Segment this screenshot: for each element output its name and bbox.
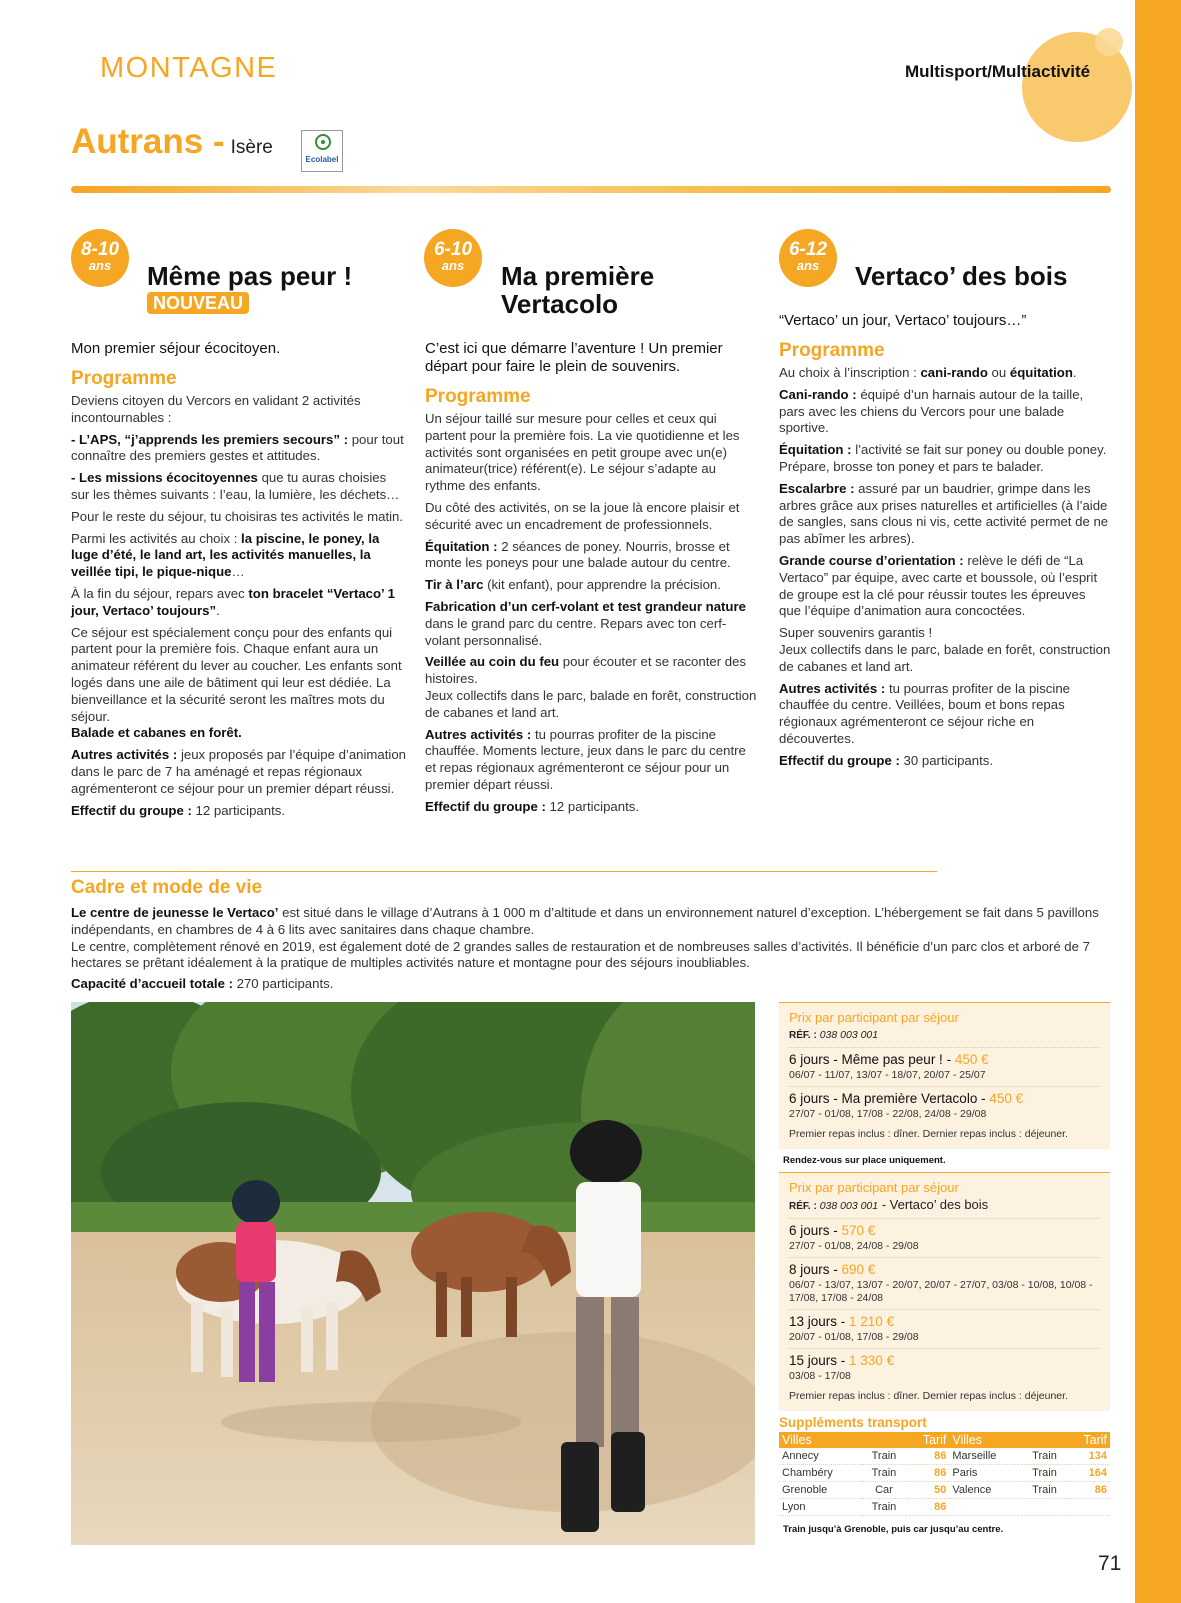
cadre-text (71, 905, 1106, 997)
stay-column-2 (425, 340, 757, 821)
age-range: 8-10 (80, 239, 120, 260)
ecolabel-logo (301, 130, 343, 172)
table-row: Annecy Train 86 Marseille Train 134 (779, 1448, 1110, 1465)
age-range: 6-12 (788, 239, 828, 260)
price-item: 15 jours - 1 330 € 03/08 - 17/08 (789, 1348, 1100, 1387)
paragraph: Veillée au coin du feu pour écouter et se raconter des histoires. Jeux collectifs dans le parc, balade en forêt, construction de cabanes et land art. (425, 654, 757, 720)
price-item: 8 jours - 690 € 06/07 - 13/07, 13/07 - 20/07, 20/07 - 27/07, 03/08 - 10/08, 10/08 - 17/08, 17/08 - 24/08 (789, 1257, 1100, 1309)
paragraph: Effectif du groupe : 12 participants. (425, 798, 639, 814)
price-box-1 (779, 1002, 1110, 1149)
stay-column-1 (71, 340, 406, 824)
price-ref: RÉF. : 038 003 001 - Vertaco’ des bois (789, 1197, 989, 1212)
transport-table (779, 1432, 1110, 1516)
paragraph: - Les missions écocitoyennes que tu auras choisies sur les thèmes suivants : l’eau, la lumière, les déchets… (71, 470, 400, 502)
price-panel (779, 1002, 1110, 1535)
cadre-heading: Cadre et mode de vie (71, 877, 263, 898)
programme-heading: Programme (779, 340, 885, 361)
paragraph: Fabrication d’un cerf-volant et test grandeur nature dans le grand parc du centre. Repars avec ton cerf-volant personnalisé. (425, 598, 746, 648)
children-ponies-photo (71, 1002, 755, 1545)
price-header: Prix par participant par séjour (789, 1010, 959, 1025)
decor-bubble (1095, 28, 1123, 56)
programme-heading: Programme (71, 368, 177, 389)
transport-note: Train jusqu’à Grenoble, puis car jusqu’au centre. (783, 1524, 1004, 1535)
paragraph: Effectif du groupe : 30 participants. (779, 752, 993, 768)
paragraph: Capacité d’accueil totale : 270 participants. (71, 976, 334, 992)
table-row: Chambéry Train 86 Paris Train 164 (779, 1465, 1110, 1482)
paragraph: Grande course d’orientation : relève le défi de “La Vertaco” par équipe, avec carte et boussole, où l’esprit de groupe est la clé pour réussir toutes les épreuves que l’équipe d’animation aura concoctées. (779, 552, 1098, 619)
paragraph: Ce séjour est spécialement conçu pour des enfants qui partent pour la première fois. Chaque enfant aura un animateur référent du lever au coucher. Les enfants sont logés dans une aile de bâtiment qui leur est dédiée. La bienveillance et la sécurité seront les maîtres mots du séjour. Balade et cabanes en forêt. (71, 624, 402, 741)
price-box-2 (779, 1172, 1110, 1411)
paragraph: Un séjour taillé sur mesure pour celles et ceux qui partent pour la première fois. La vie quotidienne et les activités sont organisées en petit groupe avec un(e) animateur(trice) référent(e). Le séjour s’adapte au rythme des enfants. (425, 411, 740, 494)
title-divider (71, 186, 1111, 193)
paragraph: Deviens citoyen du Vercors en validant 2 activités incontournables : (71, 393, 361, 425)
transport-heading: Suppléments transport (779, 1415, 927, 1430)
new-badge: NOUVEAU (147, 292, 249, 314)
price-item: 6 jours - 570 € 27/07 - 01/08, 24/08 - 29/08 (789, 1218, 1100, 1257)
price-ref: RÉF. : 038 003 001 (789, 1029, 879, 1041)
meal-note: Premier repas inclus : dîner. Dernier repas inclus : déjeuner. (789, 1128, 1068, 1140)
age-range: 6-10 (433, 239, 473, 260)
age-unit: ans (88, 258, 112, 273)
paragraph: - L’APS, “j’apprends les premiers secours” : pour tout connaître des premiers gestes et attitudes. (71, 431, 404, 464)
paragraph: Effectif du groupe : 12 participants. (71, 802, 285, 818)
paragraph: À la fin du séjour, repars avec ton bracelet “Vertaco’ 1 jour, Vertaco’ toujours”. (71, 585, 395, 618)
price-item: 13 jours - 1 210 € 20/07 - 01/08, 17/08 - 29/08 (789, 1309, 1100, 1348)
programme-heading: Programme (425, 386, 531, 407)
side-color-bar (1135, 0, 1181, 1603)
age-badge (424, 229, 482, 287)
paragraph: Autres activités : tu pourras profiter de la piscine chauffée du centre. Veillées, boum et bons repas régionaux agrémenteront ce séjour riche en découvertes. (779, 680, 1071, 746)
age-badge (779, 229, 837, 287)
paragraph: Cani-rando : équipé d’un harnais autour de la taille, pars avec les chiens du Vercors pour une balade sportive. (779, 386, 1084, 436)
paragraph: Autres activités : jeux proposés par l’équipe d’animation dans le parc de 7 ha aménagé et repas régionaux agrémenteront ce séjour pour un premier départ réussi. (71, 747, 407, 796)
paragraph: Escalarbre : assuré par un baudrier, grimpe dans les arbres grâce aux prises naturelles et artificielles (à l’aide de sangles, sans clous ni vis, cette activité permet de ne pas abîmer les arbres). (779, 480, 1109, 547)
page-title (71, 122, 273, 162)
stay-column-3 (779, 312, 1111, 775)
title-main: Autrans - (71, 122, 225, 161)
age-unit: ans (796, 258, 820, 273)
stay-intro: “Vertaco’ un jour, Vertaco’ toujours…” (779, 312, 1027, 329)
ecolabel-flower-icon (315, 134, 331, 150)
section-label: MONTAGNE (100, 52, 278, 84)
paragraph: Du côté des activités, on se la joue là encore plaisir et sécurité avec un encadrement de professionnels. (425, 499, 740, 532)
stay-title: Vertaco’ des bois (855, 261, 1068, 291)
paragraph: Autres activités : tu pourras profiter de la piscine chauffée. Moments lecture, jeux dans le parc du centre et repas régionaux agrémenteront ce séjour pour un premier départ réussi. (425, 726, 746, 792)
paragraph: Le centre de jeunesse le Vertaco’ est situé dans le village d’Autrans à 1 000 m d’altitude et dans un environnement naturel d’exception. L’hébergement se fait dans 5 pavillons indépendants, en chambres de 4 à 6 lits avec sanitaires dans chaque chambre. Le centre, complètement rénové en 2019, est également doté de 2 grandes salles de restauration et de nombreuses salles d’activités. Il bénéficie d’un parc clos et arboré de 7 hectares se prêtant idéalement à la pratique de multiples activités nature et montagne pour des séjours inoubliables. (71, 905, 1099, 971)
rdv-note: Rendez-vous sur place uniquement. (783, 1155, 946, 1166)
paragraph: Parmi les activités au choix : la piscine, le poney, la luge d’été, le land art, les activités manuelles, la veillée tipi, le pique-nique… (71, 530, 380, 580)
paragraph: Pour le reste du séjour, tu choisiras tes activités le matin. (71, 508, 404, 524)
paragraph: Tir à l’arc (kit enfant), pour apprendre la précision. (425, 577, 721, 593)
table-header: Villes Tarif Villes Tarif (779, 1432, 1110, 1448)
page-number: 71 (1098, 1552, 1122, 1575)
paragraph: Équitation : 2 séances de poney. Nourris, brosse et monte les poneys pour une balade autour du centre. (425, 538, 731, 571)
age-badge (71, 229, 129, 287)
decor-bubble (1140, 72, 1152, 84)
stay-intro: Mon premier séjour écocitoyen. (71, 340, 281, 357)
stay-title: Même pas peur ! (147, 261, 353, 291)
meal-note: Premier repas inclus : dîner. Dernier repas inclus : déjeuner. (789, 1390, 1068, 1402)
age-unit: ans (441, 258, 465, 273)
price-header: Prix par participant par séjour (789, 1180, 959, 1195)
price-item: 6 jours - Même pas peur ! - 450 € 06/07 - 11/07, 13/07 - 18/07, 20/07 - 25/07 (789, 1047, 1100, 1086)
table-row: Grenoble Car 50 Valence Train 86 (779, 1482, 1110, 1499)
stay-title: Ma première Vertacolo (501, 261, 655, 319)
category-label: Multisport/Multiactivité (905, 62, 1091, 81)
paragraph: Super souvenirs garantis ! Jeux collectifs dans le parc, balade en forêt, construction de cabanes et land art. (779, 625, 1111, 674)
ecolabel-text: Ecolabel (305, 155, 339, 164)
cadre-divider (71, 871, 937, 872)
stay-intro: C’est ici que démarre l’aventure ! Un premier départ pour faire le plein de souvenirs. (425, 340, 723, 375)
table-row: Lyon Train 86 (779, 1499, 1110, 1516)
title-subtitle: Isère (230, 137, 273, 158)
price-item: 6 jours - Ma première Vertacolo - 450 € 27/07 - 01/08, 17/08 - 22/08, 24/08 - 29/08 (789, 1086, 1100, 1125)
paragraph: Équitation : l’activité se fait sur poney ou double poney. Prépare, brosse ton poney et pars te balader. (779, 442, 1107, 474)
paragraph: Au choix à l’inscription : cani-rando ou équitation. (779, 365, 1077, 380)
